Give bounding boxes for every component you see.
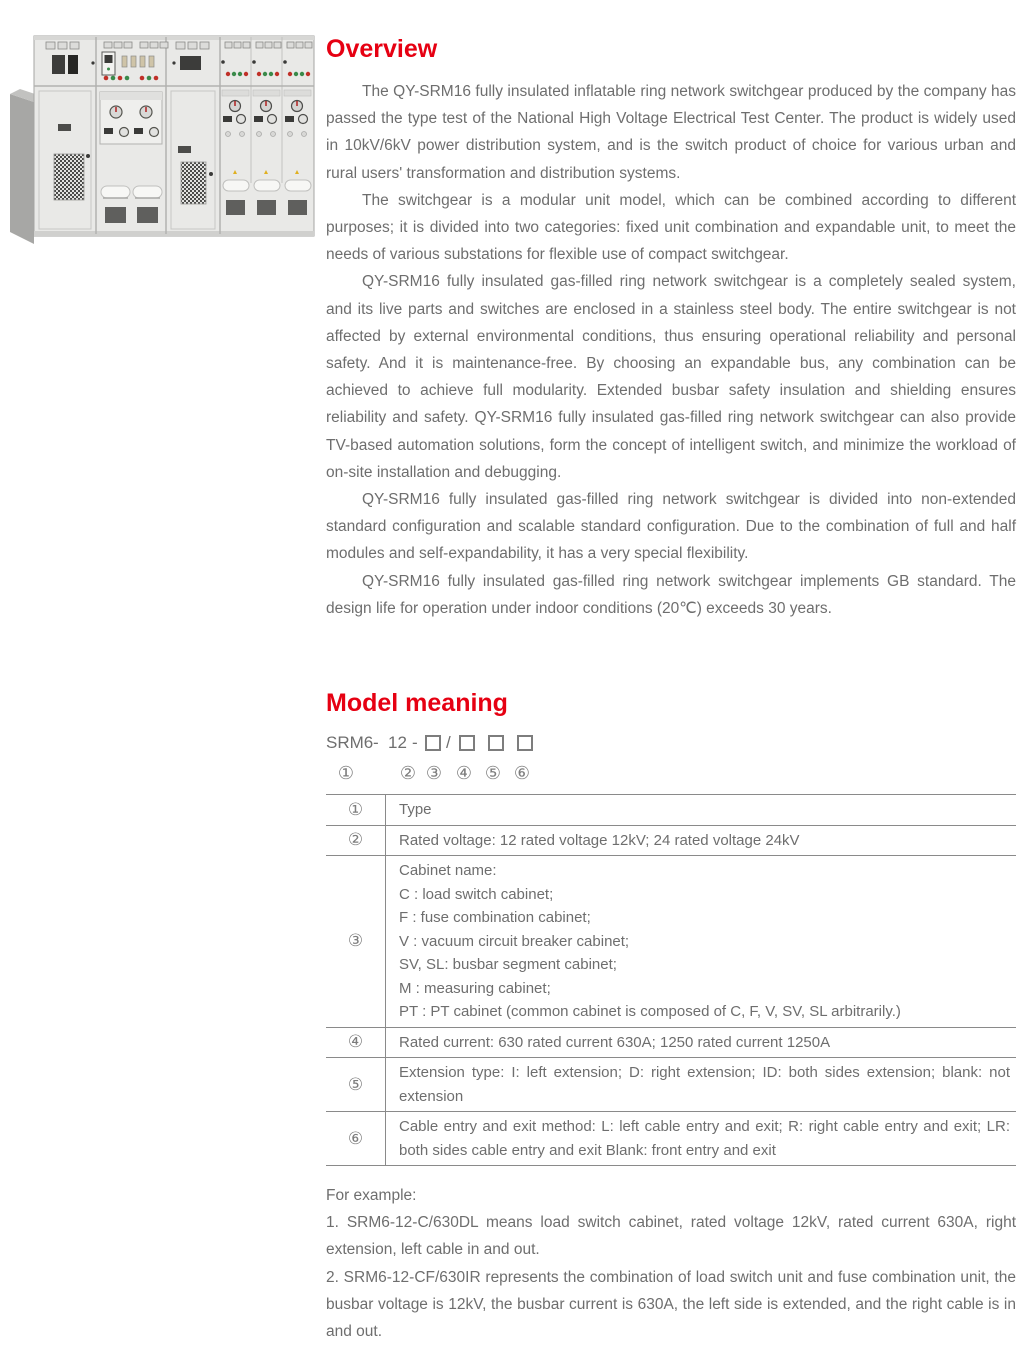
model-meaning-title: Model meaning	[326, 689, 508, 718]
row-marker: ⑥	[326, 1112, 386, 1166]
overview-paragraph: The QY-SRM16 fully insulated inflatable ring network switchgear produced by the company has passed the type test of the National High Voltage Electrical Test Center. The product is widely used in 10kV/6kV power distribution system, and is the switch product of choice for various urban and rural users' transformation and distribution systems.	[326, 83, 1016, 182]
marker-1: ①	[337, 763, 355, 785]
table-row-extension-type	[326, 1058, 1016, 1112]
overview-paragraph: QY-SRM16 fully insulated gas-filled ring network switchgear is a completely sealed system, and its live parts and switches are enclosed in a stainless steel body. The entire switchgear is not affected by external environmental conditions, thus ensuring operational reliability and personal safety. And it is maintenance-free. By choosing an expandable bus, any combination can be achieved to achieve full modularity. Extended busbar safety insulation and shielding ensures reliability and safety. QY-SRM16 fully insulated gas-filled ring network switchgear can also provide TV-based automation solutions, form the concept of intelligent switch, and minimize the workload of on-site installation and debugging.	[326, 273, 1016, 481]
row-marker: ⑤	[326, 1058, 386, 1112]
model-code-markers	[326, 763, 1016, 788]
cabinet-name-line: SV, SL: busbar segment cabinet;	[399, 956, 617, 974]
overview-body	[326, 78, 1016, 622]
code-placeholder-box	[425, 735, 441, 751]
row-marker: ①	[326, 795, 386, 826]
model-code-voltage: 12	[388, 733, 407, 753]
example-item: 2. SRM6-12-CF/630IR represents the combination of load switch unit and fuse combination unit, the busbar voltage is 12kV, the busbar current is 630A, the left side is extended, and the right cable is in and out.	[326, 1268, 1016, 1341]
row-description: Rated current: 630 rated current 630A; 1250 rated current 1250A	[386, 1027, 1017, 1058]
marker-6: ⑥	[513, 763, 531, 785]
table-row-cable-entry	[326, 1112, 1016, 1166]
overview-paragraph: QY-SRM16 fully insulated gas-filled ring network switchgear is divided into non-extended standard configuration and scalable standard configuration. Due to the combination of full and half modules and self-expandability, it has a very special flexibility.	[326, 491, 1016, 563]
row-description: Rated voltage: 12 rated voltage 12kV; 24 rated voltage 24kV	[386, 825, 1017, 856]
code-placeholder-box	[459, 735, 475, 751]
marker-3: ③	[425, 763, 443, 785]
model-code-prefix: SRM6	[326, 733, 374, 753]
row-description: Type	[386, 795, 1017, 826]
model-code-separator: -	[373, 733, 379, 753]
overview-paragraph: The switchgear is a modular unit model, which can be combined according to different purposes; it is divided into two categories: fixed unit combination and expandable unit, to meet the needs of various substations for flexible use of compact switchgear.	[326, 191, 1016, 264]
table-row-type	[326, 795, 1016, 826]
marker-4: ④	[455, 763, 473, 785]
row-marker: ②	[326, 825, 386, 856]
row-description: Cable entry and exit method: L: left cable entry and exit; R: right cable entry and exit; LR: both sides cable entry and exit Blank: front entry and exit	[386, 1112, 1017, 1166]
code-placeholder-box	[517, 735, 533, 751]
switchgear-product-image	[8, 28, 320, 250]
model-meaning-table	[326, 794, 1016, 1166]
row-description: Extension type: I: left extension; D: right extension; ID: both sides extension; blank: not extension	[386, 1058, 1017, 1112]
model-code-line	[326, 733, 1016, 760]
row-marker: ③	[326, 856, 386, 1028]
cabinet-name-line: C : load switch cabinet;	[399, 885, 554, 903]
examples-intro: For example:	[326, 1187, 417, 1205]
table-row-cabinet-name	[326, 856, 1016, 1028]
cabinet-name-line: M : measuring cabinet;	[399, 979, 551, 997]
row-marker: ④	[326, 1027, 386, 1058]
model-code-slash: /	[446, 733, 451, 753]
marker-2: ②	[399, 763, 417, 785]
overview-paragraph: QY-SRM16 fully insulated gas-filled ring network switchgear implements GB standard. The design life for operation under indoor conditions (20℃) exceeds 30 years.	[326, 572, 1016, 617]
cabinet-name-line: V : vacuum circuit breaker cabinet;	[399, 932, 630, 950]
model-code-separator: -	[412, 733, 418, 753]
content-column	[326, 0, 1016, 1345]
marker-5: ⑤	[484, 763, 502, 785]
table-row-rated-current	[326, 1027, 1016, 1058]
cabinet-name-line: Cabinet name:	[399, 862, 497, 880]
cabinet-name-line: PT : PT cabinet (common cabinet is composed of C, F, V, SV, SL arbitrarily.)	[399, 1003, 901, 1021]
overview-title: Overview	[326, 35, 438, 63]
cabinet-name-line: F : fuse combination cabinet;	[399, 909, 591, 927]
example-item: 1. SRM6-12-C/630DL means load switch cabinet, rated voltage 12kV, rated current 630A, right extension, left cable in and out.	[326, 1214, 1016, 1259]
code-placeholder-box	[488, 735, 504, 751]
row-description	[386, 856, 1017, 1028]
examples-block	[326, 1182, 1016, 1345]
table-row-rated-voltage	[326, 825, 1016, 856]
